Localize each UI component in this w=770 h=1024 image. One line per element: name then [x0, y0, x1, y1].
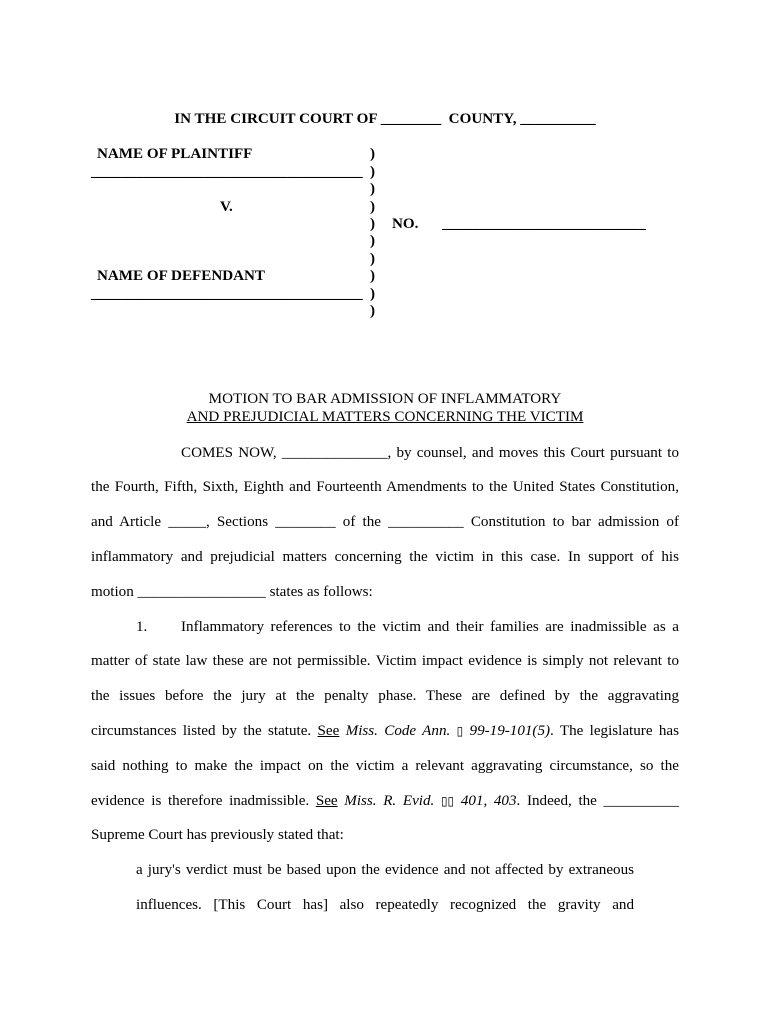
caption-paren: )	[370, 233, 376, 250]
paragraph-1-line-4	[91, 714, 679, 749]
intro-line-4: inflammatory and prejudicial matters concerning the victim in this case. In support of his	[91, 549, 679, 565]
motion-title-line-2	[0, 409, 770, 426]
caption-paren: )	[370, 285, 376, 302]
line-text: . Indeed, the __________	[516, 792, 679, 809]
paragraph-1-line-3: the issues before the jury at the penalty phase. These are defined by the aggravating	[91, 688, 679, 705]
paragraph-1-line-5: said nothing to make the impact on the victim a relevant aggravating circumstance, so the	[91, 757, 679, 774]
citation-signal: See	[317, 723, 340, 739]
caption-paren: )	[370, 215, 376, 232]
caption-paren: )	[370, 302, 376, 319]
citation-section: 401, 403	[460, 792, 517, 809]
section-symbol: ▯▯	[440, 793, 455, 808]
paragraph-number: 1.	[136, 618, 148, 635]
defendant-name-blank: ____________________________________	[91, 285, 363, 302]
case-number-label: NO.	[392, 215, 419, 232]
intro-line-5: motion _________________ states as follows:	[91, 583, 373, 600]
caption-paren: )	[370, 181, 376, 198]
plaintiff-name-blank: ____________________________________	[91, 163, 363, 180]
line-text: . The legislature has	[550, 723, 679, 739]
paragraph-1-line-6	[91, 784, 679, 819]
intro-line-3: and Article _____, Sections ________ of the __________ Constitution to bar admission of	[91, 514, 679, 531]
line-text: circumstances listed by the statute.	[91, 723, 318, 739]
versus-label: V.	[220, 198, 233, 215]
plaintiff-name-label: NAME OF PLAINTIFF	[97, 146, 253, 163]
block-quote-line-2: influences. [This Court has] also repeatedly recognized the gravity and	[136, 897, 634, 913]
caption-paren: )	[370, 250, 376, 267]
motion-title-line-2-text: AND PREJUDICIAL MATTERS CONCERNING THE VICTIM	[186, 408, 584, 425]
paragraph-1-line-1: Inflammatory references to the victim and their families are inadmissible as a	[181, 618, 679, 635]
paragraph-1-line-2: matter of state law these are not permissible. Victim impact evidence is simply not relevant to	[91, 653, 679, 670]
intro-line-2: the Fourth, Fifth, Sixth, Eighth and Fourteenth Amendments to the United States Constitution,	[91, 479, 679, 496]
motion-title-line-1: MOTION TO BAR ADMISSION OF INFLAMMATORY	[208, 391, 562, 408]
caption-paren: )	[370, 198, 376, 215]
intro-line-1: COMES NOW, ______________, by counsel, and moves this Court pursuant to	[181, 444, 679, 461]
caption-paren: )	[370, 268, 376, 285]
citation-source: Miss. Code Ann.	[345, 723, 451, 739]
court-heading: IN THE CIRCUIT COURT OF ________ COUNTY, __________	[174, 111, 596, 128]
paragraph-1-line-7: Supreme Court has previously stated that:	[91, 827, 344, 844]
citation-source: Miss. R. Evid.	[344, 792, 435, 809]
line-text: evidence is therefore inadmissible.	[91, 792, 316, 809]
caption-paren: )	[370, 163, 376, 180]
citation-signal: See	[315, 792, 338, 809]
caption-paren: )	[370, 146, 376, 163]
block-quote-line-1: a jury's verdict must be based upon the evidence and not affected by extraneous	[136, 862, 634, 879]
case-number-blank: ___________________________	[442, 215, 646, 232]
defendant-name-label: NAME OF DEFENDANT	[97, 268, 265, 285]
section-symbol: ▯	[456, 724, 464, 738]
citation-section: 99-19-101(5)	[469, 723, 551, 739]
